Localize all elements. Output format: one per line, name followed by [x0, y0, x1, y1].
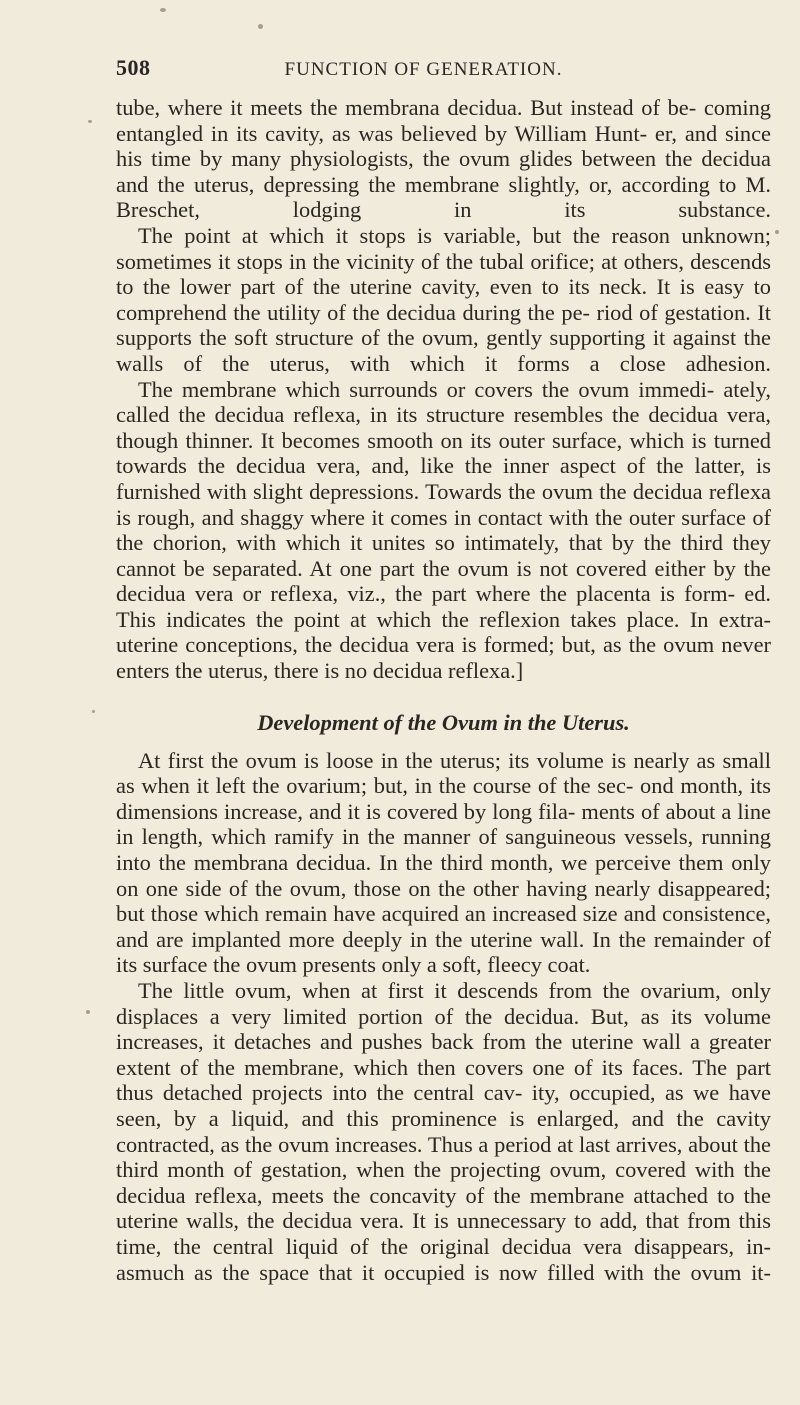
running-head	[116, 55, 771, 95]
paper-speck	[86, 1010, 90, 1014]
running-title: FUNCTION OF GENERATION.	[284, 59, 563, 80]
paragraph-ovum-development: At first the ovum is loose in the uterus; its volume is nearly as small as when it left the ovarium; but, in the course of the sec- ond month, its dimensions increase, and it is covered by long fila- ments of about a line in length, which ramify in the manner of sanguineous vessels, running into the membrana decidua. In the third month, we perceive them only on one side of the ovum, those on the other having nearly disappeared; but those which remain have acquired an increased size and consistence, and are implanted more deeply in the uterine wall. In the remainder of its surface the ovum presents only a soft, fleecy coat.	[116, 747, 771, 978]
paper-speck	[258, 24, 263, 29]
paper-speck	[92, 710, 95, 713]
section-heading: Development of the Ovum in the Uterus.	[257, 709, 630, 735]
paragraph-ovum-descent: The little ovum, when at first it descends from the ovarium, only displaces a very limited portion of the decidua. But, as its volume increases, it detaches and pushes back from the uterine wall a greater extent of the membrane, which then covers one of its faces. The part thus detached projects into the central cav- ity, occupied, as we have seen, by a liquid, and this prominence is enlarged, and the cavity contracted, as the ovum increases. Thus a period at last arrives, about the third month of gestation, when the projecting ovum, covered with the decidua reflexa, meets the concavity of the membrane attached to the uterine walls, the decidua vera. It is unnecessary to add, that from this time, the central liquid of the original decidua vera disappears, in- asmuch as the space that it occupied is now filled with the ovum it-	[116, 978, 771, 1285]
paper-speck	[775, 230, 779, 234]
paragraph-decidua-reflexa: The membrane which surrounds or covers the ovum immedi- ately, called the decidua reflexa, in its structure resembles the decidua vera, though thinner. It becomes smooth on its outer surface, which is turned towards the decidua vera, and, like the inner aspect of the latter, is furnished with slight depressions. Towards the ovum the decidua reflexa is rough, and shaggy where it comes in contact with the outer surface of the chorion, with which it unites so intimately, that by the third they cannot be separated. At one part the ovum is not covered either by the decidua vera or reflexa, viz., the part where the placenta is form- ed. This indicates the point at which the reflexion takes place. In extra-uterine conceptions, the decidua vera is formed; but, as the ovum never enters the uterus, there is no decidua reflexa.]	[116, 376, 771, 684]
paper-speck	[88, 120, 92, 123]
book-page	[116, 55, 771, 1285]
page-number: 508	[116, 55, 151, 80]
paragraph-decidua-utility: The point at which it stops is variable, but the reason unknown; sometimes it stops in the vicinity of the tubal orifice; at others, descends to the lower part of the uterine cavity, even to its neck. It is easy to comprehend the utility of the decidua during the pe- riod of gestation. It supports the soft structure of the ovum, gently supporting it against the walls of the uterus, with which it forms a close adhesion.	[116, 222, 771, 376]
paper-speck	[160, 8, 166, 12]
paragraph-continuation: tube, where it meets the membrana decidua. But instead of be- coming entangled in its cavity, as was believed by William Hunt- er, and since his time by many physiologists, the ovum glides between the decidua and the uterus, depressing the membrane slightly, or, according to M. Breschet, lodging in its substance.	[116, 95, 771, 223]
